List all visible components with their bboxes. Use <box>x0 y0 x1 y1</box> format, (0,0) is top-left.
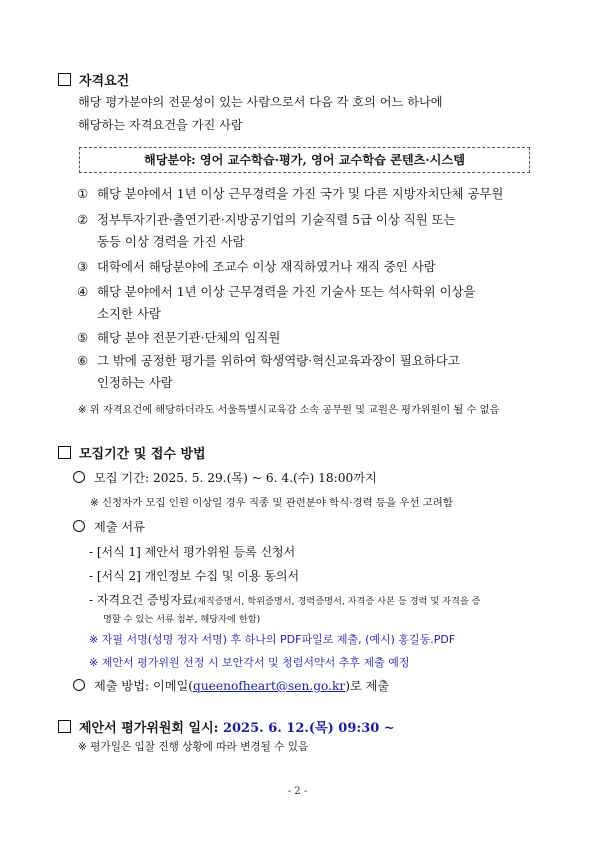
page-number: - 2 - <box>287 786 308 797</box>
document-form-2: - [서식 2] 개인정보 수집 및 이용 동의서 <box>89 569 300 583</box>
signature-note: ※ 자필 서명(성명 정자 서명) 후 하나의 PDF파일로 제출, (예시) 홍길동.PDF <box>89 633 456 646</box>
document-evidence-continued: 명할 수 있는 서류 첨부, 해당자에 한함) <box>103 614 261 625</box>
intro-line-1: 해당 평가분야의 전문성이 있는 사람으로서 다음 각 호의 어느 하나에 <box>78 95 443 109</box>
qualifications-note: ※ 위 자격요건에 해당하더라도 서울특별시교육감 소속 공무원 및 교원은 평가위원이 될 수 없음 <box>78 405 500 416</box>
recruitment-period: 모집 기간: 2025. 5. 29.(목) ~ 6. 4.(수) 18:00까지 <box>73 469 377 486</box>
qualifications-intro <box>78 91 443 137</box>
square-bullet-icon <box>58 720 71 733</box>
qualification-item-5: ⑤ 해당 분야 전문기관·단체의 임직원 <box>77 330 281 345</box>
committee-date-note: ※ 평가일은 입찰 진행 상황에 따라 변경될 수 있음 <box>78 741 309 753</box>
section-qualifications-title: 자격요건 <box>58 70 129 89</box>
qualification-item-6: ⑥ 그 밖에 공정한 평가를 위하여 학생역량·혁신교육과장이 필요하다고 인정하는 사람 <box>77 353 460 390</box>
submission-method: 제출 방법: 이메일(queenofheart@sen.go.kr)로 제출 <box>73 677 389 694</box>
committee-date: 2025. 6. 12.(목) 09:30 ~ <box>222 721 395 736</box>
qualification-item-2: ② 정부투자기관·출연기관·지방공기업의 기술직렬 5급 이상 직원 또는 동등 이상 경력을 가진 사람 <box>77 212 456 249</box>
circle-bullet-icon <box>73 471 85 483</box>
document-evidence: - 자격요건 증빙자료(재직증명서, 학위증명서, 경력증명서, 자격증 사본 등 경력 및 자격을 증 <box>89 593 481 607</box>
square-bullet-icon <box>58 446 71 459</box>
circle-bullet-icon <box>73 679 85 691</box>
section-recruitment-title: 모집기간 및 접수 방법 <box>58 443 206 462</box>
circle-bullet-icon <box>73 520 85 532</box>
submission-documents-label: 제출 서류 <box>73 518 145 535</box>
email-link[interactable]: queenofheart@sen.go.kr <box>193 679 346 693</box>
security-pledge-note: ※ 제안서 평가위원 선정 시 보안각서 및 청렴서약서 추후 제출 예정 <box>89 656 410 669</box>
section-committee-date-title: 제안서 평가위원회 일시: 2025. 6. 12.(목) 09:30 ~ <box>58 717 395 736</box>
qualification-item-3: ③ 대학에서 해당분야에 조교수 이상 재직하였거나 재직 중인 사람 <box>77 259 436 274</box>
qualification-item-1: ① 해당 분야에서 1년 이상 근무경력을 가진 국가 및 다른 지방자치단체 공무원 <box>77 186 504 201</box>
square-bullet-icon <box>58 73 71 86</box>
qualification-item-4: ④ 해당 분야에서 1년 이상 근무경력을 가진 기술사 또는 석사학위 이상을 소지한 사람 <box>77 284 476 321</box>
period-note: ※ 신청자가 모집 인원 이상일 경우 직종 및 관련분야 학식·경력 등을 우선 고려함 <box>90 497 453 509</box>
intro-line-2: 해당하는 자격요건을 가진 사람 <box>78 118 243 132</box>
field-box: 해당분야: 영어 교수학습·평가, 영어 교수학습 콘텐츠·시스템 <box>79 147 530 173</box>
document-form-1: - [서식 1] 제안서 평가위원 등록 신청서 <box>89 545 296 559</box>
